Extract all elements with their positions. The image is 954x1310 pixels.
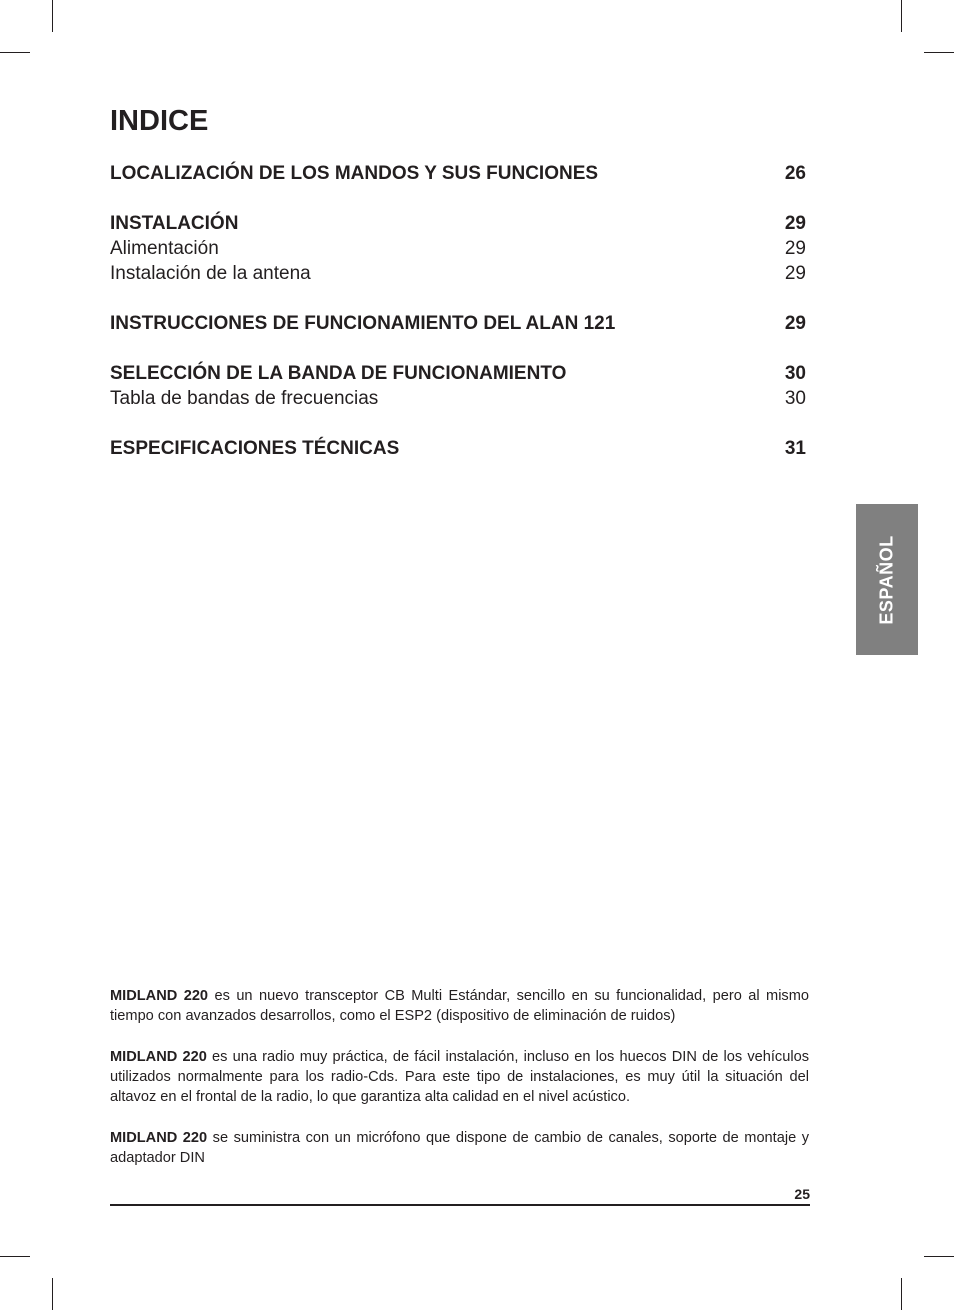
toc-page: 29: [784, 213, 806, 234]
toc-label: SELECCIÓN DE LA BANDA DE FUNCIONAMIENTO: [110, 363, 567, 384]
paragraph-text: es un nuevo transceptor CB Multi Estándar, sencillo en su funcionalidad, pero al mismo tiempo con avanzados desarrollos, como el ESP2 (dispositivo de eliminación de ruidos): [110, 988, 810, 1025]
product-name: MIDLAND 220: [110, 988, 209, 1004]
intro-paragraph: [110, 1128, 809, 1169]
product-name: MIDLAND 220: [110, 1048, 207, 1065]
language-tab: [856, 504, 918, 655]
toc-page: 29: [784, 263, 806, 284]
toc-label: Alimentación: [110, 238, 219, 259]
toc-label: Tabla de bandas de frecuencias: [110, 388, 379, 409]
intro-paragraph: [110, 1047, 809, 1108]
toc-page: 30: [784, 363, 806, 384]
toc-subentry: [110, 261, 806, 286]
crop-mark-bottom-left-vertical: [52, 1278, 53, 1310]
toc-entry: [110, 311, 806, 336]
toc-page: 31: [784, 438, 806, 459]
crop-mark-bottom-left-horizontal: [0, 1256, 30, 1257]
toc-label: INSTRUCCIONES DE FUNCIONAMIENTO DEL ALAN 121: [110, 313, 616, 334]
paragraph-text: se suministra con un micrófono que dispone de cambio de canales, soporte de montaje y adaptador DIN: [110, 1130, 810, 1167]
toc-subentry: [110, 386, 806, 411]
intro-text: [110, 986, 809, 1189]
crop-mark-top-right-vertical: [901, 0, 902, 32]
intro-paragraph: [110, 986, 809, 1027]
toc-label: Instalación de la antena: [110, 263, 311, 284]
toc-label: INSTALACIÓN: [110, 213, 239, 234]
crop-mark-top-right-horizontal: [924, 52, 954, 53]
footer-rule: [110, 1204, 810, 1206]
toc-entry: [110, 161, 806, 186]
crop-mark-top-left-horizontal: [0, 52, 30, 53]
toc-page: 29: [784, 238, 806, 259]
page-title: INDICE: [110, 105, 209, 137]
page-number: 25: [794, 1186, 810, 1202]
toc-page: 30: [784, 388, 806, 409]
paragraph-text: es una radio muy práctica, de fácil instalación, incluso en los huecos DIN de los vehículos utilizados normalmente para los radio-Cds. Para este tipo de instalaciones, es muy útil la situación del altavoz en el frontal de la radio, lo que garantiza alta calidad en el nivel acústico.: [110, 1048, 810, 1106]
toc-label: ESPECIFICACIONES TÉCNICAS: [110, 438, 400, 459]
toc-page: 29: [784, 313, 806, 334]
crop-mark-bottom-right-vertical: [901, 1278, 902, 1310]
toc-page: 26: [784, 163, 806, 184]
toc-entry: [110, 436, 806, 461]
table-of-contents: [110, 161, 806, 461]
toc-entry: [110, 211, 806, 236]
crop-mark-bottom-right-horizontal: [924, 1256, 954, 1257]
product-name: MIDLAND 220: [110, 1130, 208, 1147]
toc-label: LOCALIZACIÓN DE LOS MANDOS Y SUS FUNCIONES: [110, 163, 599, 184]
toc-subentry: [110, 236, 806, 261]
language-tab-label: ESPAÑOL: [876, 534, 897, 625]
toc-entry: [110, 361, 806, 386]
crop-mark-top-left-vertical: [52, 0, 53, 32]
